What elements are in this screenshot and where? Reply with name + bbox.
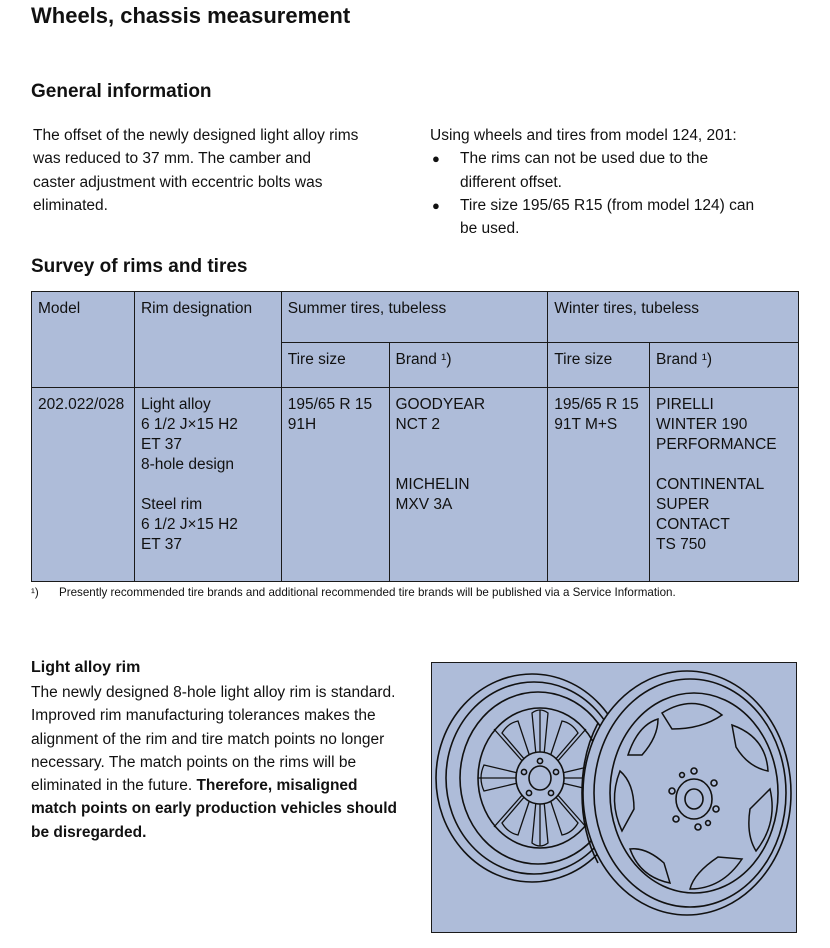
- header-summer-tire-size: Tire size: [281, 343, 389, 388]
- wheels-tires-intro: Using wheels and tires from model 124, 201:: [430, 127, 737, 144]
- cell-summer-brand: GOODYEAR NCT 2 MICHELIN MXV 3A: [389, 388, 548, 582]
- header-model: Model: [32, 292, 135, 388]
- cell-rim-designation: Light alloy 6 1/2 J×15 H2 ET 37 8-hole design Steel rim 6 1/2 J×15 H2 ET 37: [134, 388, 281, 582]
- wheels-tires-note: [430, 124, 810, 240]
- steel-rim-drawing: [582, 671, 791, 915]
- survey-heading: Survey of rims and tires: [31, 256, 248, 277]
- bullet-item: ● Tire size 195/65 R15 (from model 124) can be used.: [430, 194, 810, 241]
- light-alloy-rim-text: [31, 681, 401, 844]
- cell-winter-tire-size: 195/65 R 15 91T M+S: [548, 388, 650, 582]
- wheel-rims-drawing: [432, 663, 798, 934]
- wheels-tires-bullets: [430, 147, 810, 240]
- rims-tires-table: [31, 291, 799, 582]
- header-winter-tires: Winter tires, tubeless: [548, 292, 799, 343]
- header-winter-brand: Brand ¹): [650, 343, 799, 388]
- cell-winter-brand: PIRELLI WINTER 190 PERFORMANCE CONTINENTAL SUPER CONTACT TS 750: [650, 388, 799, 582]
- footnote-mark: ¹): [31, 586, 39, 599]
- header-summer-tires: Summer tires, tubeless: [281, 292, 548, 343]
- general-info-line: caster adjustment with eccentric bolts was: [33, 173, 323, 191]
- rim-description: The newly designed 8-hole light alloy rim is standard. Improved rim manufacturing tolerances makes the alignment of the rim and tire match points no longer necessary. The match points on the rims will be eliminated in the future.: [31, 684, 396, 795]
- general-info-line: was reduced to 37 mm. The camber and: [33, 150, 311, 168]
- bullet-item: ● The rims can not be used due to the different offset.: [430, 147, 810, 194]
- cell-model: 202.022/028: [32, 388, 135, 582]
- light-alloy-rim-heading: Light alloy rim: [31, 659, 141, 676]
- footnote-text: Presently recommended tire brands and additional recommended tire brands will be published via a Service Information.: [59, 586, 676, 599]
- general-info-line: The offset of the newly designed light alloy rims: [33, 127, 359, 144]
- rim-warning: Therefore, misaligned match points on early production vehicles should be disregarded.: [31, 777, 398, 841]
- header-winter-tire-size: Tire size: [548, 343, 650, 388]
- cell-summer-tire-size: 195/65 R 15 91H: [281, 388, 389, 582]
- header-rim-designation: Rim designation: [134, 292, 281, 388]
- wheel-rims-illustration: [431, 662, 797, 933]
- page-title: Wheels, chassis measurement: [31, 3, 351, 28]
- general-info-line: eliminated.: [33, 196, 108, 214]
- general-information-heading: General information: [31, 81, 212, 102]
- header-summer-brand: Brand ¹): [389, 343, 548, 388]
- table-footnote: [31, 586, 676, 599]
- general-info-text: [33, 124, 413, 217]
